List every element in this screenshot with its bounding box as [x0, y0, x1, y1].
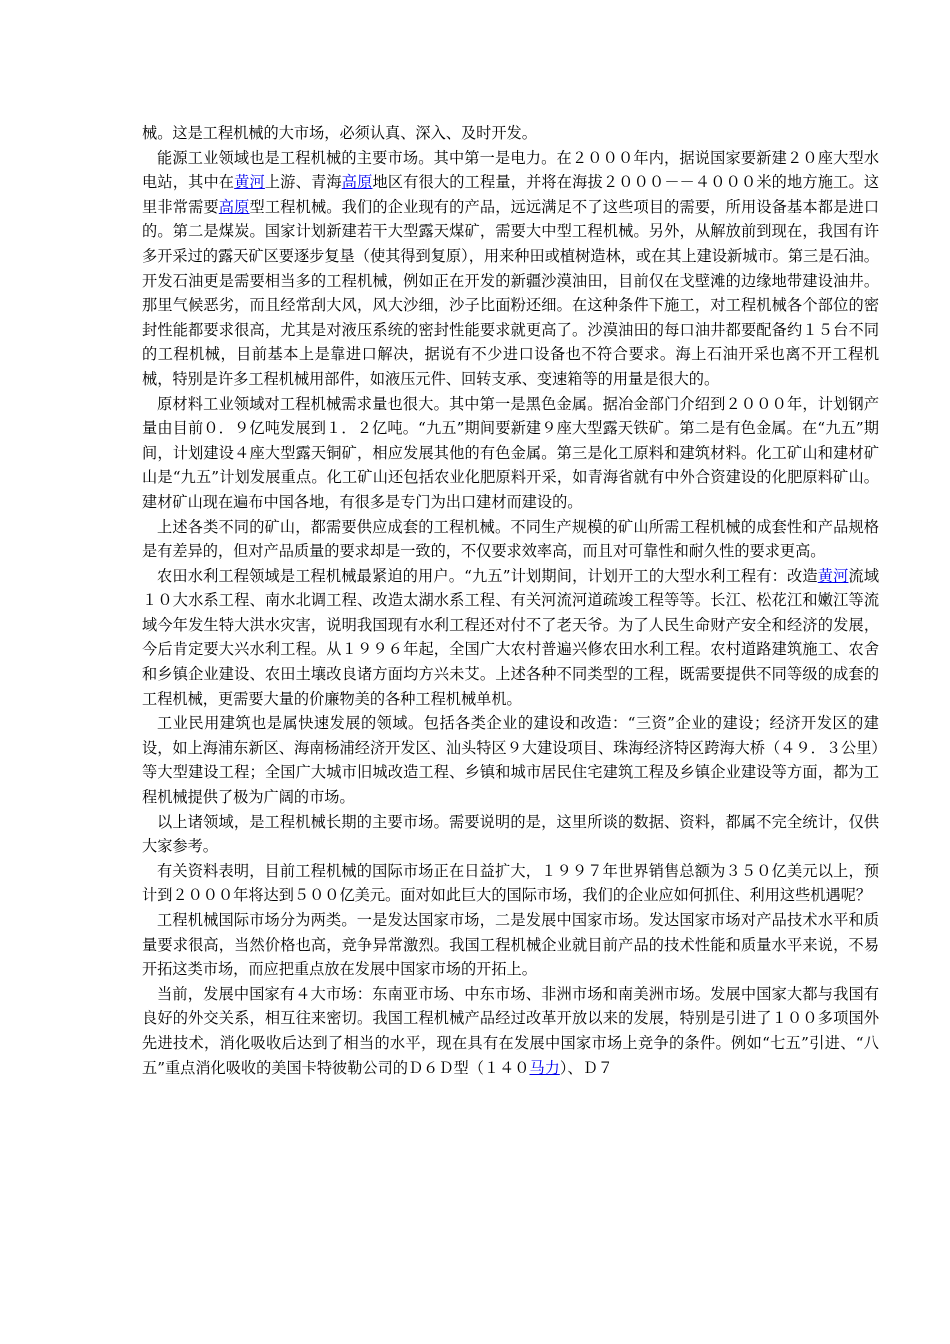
- paragraph: [142, 908, 879, 982]
- paragraph: [142, 392, 879, 515]
- paragraph: [142, 564, 879, 712]
- paragraph-text: ）、Ｄ７: [559, 1058, 613, 1077]
- paragraph-text: 原材料工业领域对工程机械需求量也很大。其中第一是黑色金属。据冶金部门介绍到２０００年，计划钢产量由目前０．９亿吨发展到１．２亿吨。“九五”期间要新建９座大型露天铁矿。第二是有色金属。在“九五”期间，计划建设４座大型露天铜矿，相应发展其他的有色金属。第三是化工原料和建筑材料。化工矿山和建材矿山是“九五”计划发展重点。化工矿山还包括农业化肥原料开采，如青海省就有中外合资建设的化肥原料矿山。建材矿山现在遍布中国各地，有很多是专门为出口建材而建设的。: [142, 394, 879, 511]
- keyword-link[interactable]: 高原: [218, 197, 250, 216]
- paragraph: [142, 859, 879, 908]
- keyword-link[interactable]: 马力: [529, 1058, 560, 1077]
- paragraph-text: 以上诸领域，是工程机械长期的主要市场。需要说明的是，这里所谈的数据、资料，都属不完全统计，仅供大家参考。: [142, 812, 879, 856]
- paragraph-text: 工业民用建筑也是属快速发展的领域。包括各类企业的建设和改造：“三资”企业的建设；经济开发区的建设，如上海浦东新区、海南杨浦经济开发区、汕头特区９大建设项目、珠海经济特区跨海大桥（４９．３公里）等大型建设工程；全国广大城市旧城改造工程、乡镇和城市居民住宅建筑工程及乡镇企业建设等方面，都为工程机械提供了极为广阔的市场。: [142, 714, 879, 807]
- keyword-link[interactable]: 黄河: [817, 566, 849, 585]
- document-page: [142, 121, 879, 1080]
- paragraph-text: 有关资料表明，目前工程机械的国际市场正在日益扩大，１９９７年世界销售总额为３５０亿美元以上，预计到２０００年将达到５００亿美元。面对如此巨大的国际市场，我们的企业应如何抓住、利用这些机遇呢？: [142, 861, 879, 905]
- paragraph-text: 流域１０大水系工程、南水北调工程、改造太湖水系工程、有关河流河道疏竣工程等等。长江、松花江和嫩江等流域今年发生特大洪水灾害，说明我国现有水利工程还对付不了老天爷。为了人民生命财产安全和经济的发展，今后肯定要大兴水利工程。从１９９６年起，全国广大农村普遍兴修农田水利工程。农村道路建筑施工、农舍和乡镇企业建设、农田土壤改良诸方面均方兴未艾。上述各种不同类型的工程，既需要提供不同等级的成套的工程机械，更需要大量的价廉物美的各种工程机械单机。: [142, 566, 880, 708]
- paragraph-text: 上游、青海: [264, 173, 342, 192]
- paragraph-text: 型工程机械。我们的企业现有的产品，远远满足不了这些项目的需要，所用设备基本都是进口的。第二是煤炭。国家计划新建若干大型露天煤矿，需要大中型工程机械。另外，从解放前到现在，我国有许多开采过的露天矿区要逐步复垦（使其得到复原），用来种田或植树造林，或在其上建设新城市。第三是石油。开发石油更是需要相当多的工程机械，例如正在开发的新疆沙漠油田，目前仅在戈壁滩的边缘地带建设油井。那里气候恶劣，而且经常刮大风，风大沙细，沙子比面粉还细。在这种条件下施工，对工程机械各个部位的密封性能都要求很高，尤其是对液压系统的密封性能要求就更高了。沙漠油田的每口油井都要配备约１５台不同的工程机械，目前基本上是靠进口解决，据说有不少进口设备也不符合要求。海上石油开采也离不开工程机械，特别是许多工程机械用部件，如液压元件、回转支承、变速箱等的用量是很大的。: [142, 197, 880, 388]
- keyword-link[interactable]: 黄河: [234, 173, 265, 192]
- paragraph-text: 械。这是工程机械的大市场，必须认真、深入、及时开发。: [142, 124, 537, 142]
- paragraph-text: 农田水利工程领域是工程机械最紧迫的用户。“九五”计划期间，计划开工的大型水利工程有：改造: [157, 566, 818, 585]
- paragraph: [142, 711, 879, 809]
- paragraph-text: 地区有很大的工程量，并将在海拔２０００－－４０００米的地方施工。这里非常需要: [142, 173, 880, 216]
- paragraph-text: 工程机械国际市场分为两类。一是发达国家市场，二是发展中国家市场。发达国家市场对产品技术水平和质量要求很高，当然价格也高，竞争异常激烈。我国工程机械企业就目前产品的技术性能和质量水平来说，不易开拓这类市场，而应把重点放在发展中国家市场的开拓上。: [142, 911, 879, 979]
- paragraph: [142, 121, 879, 146]
- paragraph: [142, 146, 879, 392]
- keyword-link[interactable]: 高原: [341, 173, 373, 192]
- paragraph: [142, 810, 879, 859]
- paragraph: [142, 515, 879, 564]
- paragraph-text: 能源工业领域也是工程机械的主要市场。其中第一是电力。在２０００年内，据说国家要新建２０座大型水电站，其中在: [142, 148, 879, 192]
- paragraph-text: 当前，发展中国家有４大市场：东南亚市场、中东市场、非洲市场和南美洲市场。发展中国家大都与我国有良好的外交关系，相互往来密切。我国工程机械产品经过改革开放以来的发展，特别是引进了１００多项国外先进技术，消化吸收后达到了相当的水平，现在具有在发展中国家市场上竞争的条件。例如“七五”引进、“八五”重点消化吸收的美国卡特彼勒公司的Ｄ６Ｄ型（１４０: [142, 984, 879, 1077]
- paragraph-text: 上述各类不同的矿山，都需要供应成套的工程机械。不同生产规模的矿山所需工程机械的成套性和产品规格是有差异的，但对产品质量的要求却是一致的，不仅要求效率高，而且对可靠性和耐久性的要求更高。: [142, 517, 879, 561]
- paragraph: [142, 982, 879, 1080]
